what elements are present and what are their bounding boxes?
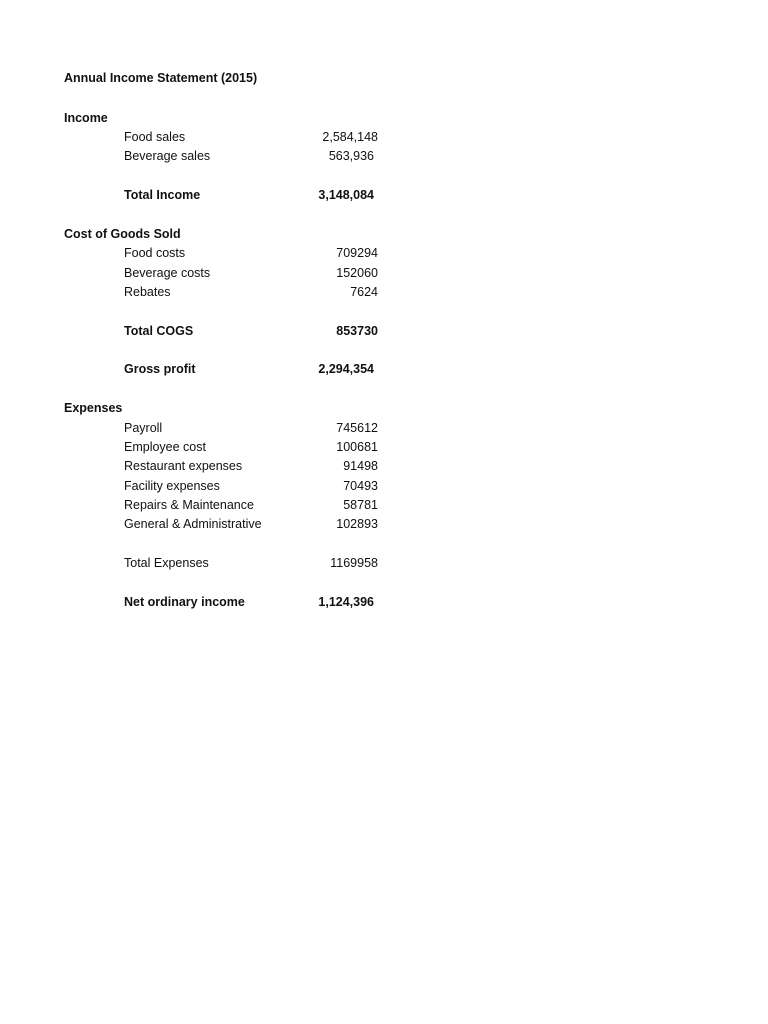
row-value: 2,584,148 (322, 130, 378, 144)
income-heading: Income (64, 111, 108, 125)
row-value: 91498 (343, 459, 378, 473)
row-value: 70493 (343, 479, 378, 493)
expense-row-general-administrative (124, 517, 378, 533)
statement-title: Annual Income Statement (2015) (64, 71, 258, 85)
expense-row-payroll (124, 421, 378, 437)
row-value: 563,936 (328, 149, 374, 163)
cogs-heading: Cost of Goods Sold (64, 227, 181, 241)
net-income-row (124, 595, 378, 611)
total-expenses-label: Total Expenses (124, 556, 209, 570)
row-label: Repairs & Maintenance (124, 498, 254, 512)
row-value: 58781 (343, 498, 378, 512)
total-income-row (124, 188, 378, 204)
row-value: 7624 (350, 285, 378, 299)
gross-profit-value: 2,294,354 (318, 362, 374, 376)
income-row-beverage-sales (124, 149, 378, 165)
row-label: Food costs (124, 246, 186, 260)
gross-profit-label: Gross profit (124, 362, 196, 376)
expenses-heading: Expenses (64, 401, 123, 415)
total-expenses-row (124, 556, 378, 572)
cogs-row-beverage-costs (124, 266, 378, 282)
total-cogs-row (124, 324, 378, 340)
expense-row-restaurant-expenses (124, 459, 378, 475)
row-value: 152060 (336, 266, 378, 280)
total-cogs-label: Total COGS (124, 324, 194, 338)
income-row-food-sales (124, 130, 378, 146)
row-label: Employee cost (124, 440, 206, 454)
expense-row-employee-cost (124, 440, 378, 456)
row-value: 102893 (336, 517, 378, 531)
row-value: 709294 (336, 246, 378, 260)
net-income-label: Net ordinary income (124, 595, 245, 609)
row-value: 745612 (336, 421, 378, 435)
total-income-label: Total Income (124, 188, 201, 202)
gross-profit-row (124, 362, 378, 378)
row-label: Restaurant expenses (124, 459, 243, 473)
cogs-row-rebates (124, 285, 378, 301)
expense-row-facility-expenses (124, 479, 378, 495)
total-income-value: 3,148,084 (318, 188, 374, 202)
row-label: Beverage sales (124, 149, 211, 163)
row-label: Rebates (124, 285, 171, 299)
row-label: General & Administrative (124, 517, 262, 531)
row-label: Beverage costs (124, 266, 211, 280)
expense-row-repairs-maintenance (124, 498, 378, 514)
row-label: Food sales (124, 130, 186, 144)
row-value: 100681 (336, 440, 378, 454)
total-cogs-value: 853730 (336, 324, 378, 338)
cogs-row-food-costs (124, 246, 378, 262)
row-label: Payroll (124, 421, 163, 435)
total-expenses-value: 1169958 (330, 556, 378, 570)
net-income-value: 1,124,396 (318, 595, 374, 609)
row-label: Facility expenses (124, 479, 220, 493)
